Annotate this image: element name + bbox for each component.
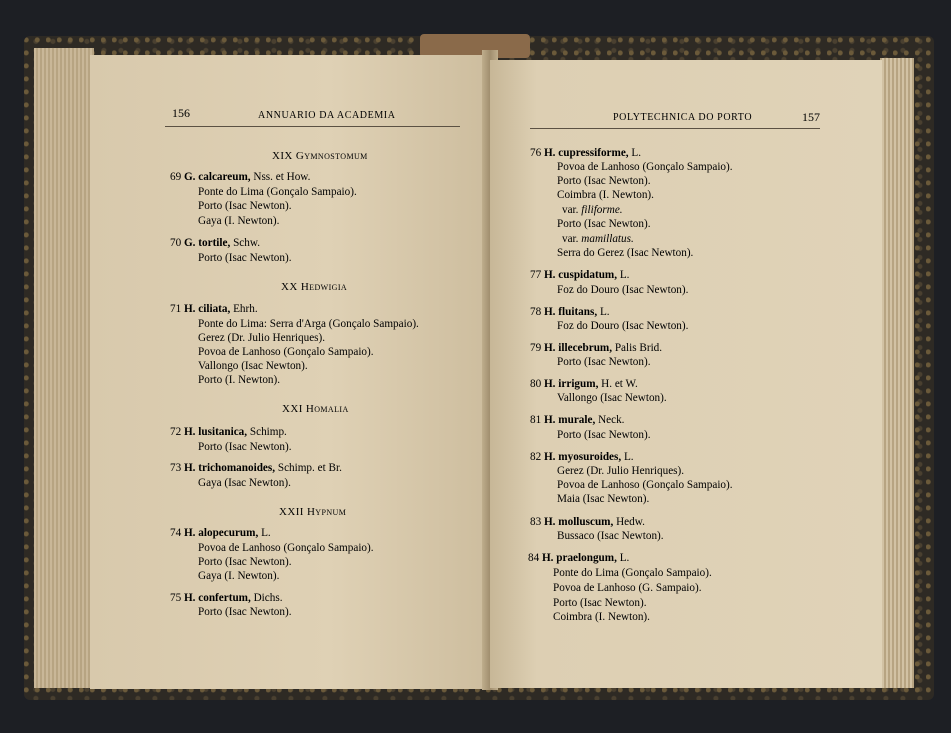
locality: Maia (Isac Newton). — [557, 493, 650, 505]
locality: Gaya (I. Newton). — [198, 215, 280, 227]
header-rule — [165, 126, 460, 127]
locality: Gerez (Dr. Julio Henriques). — [557, 465, 685, 477]
page-number: 157 — [802, 110, 820, 124]
locality: Porto (Isac Newton). — [198, 606, 292, 618]
entry-header: 76 H. cupressiforme, L. — [530, 147, 642, 159]
page-number: 156 — [172, 106, 190, 120]
locality: Povoa de Lanhoso (G. Sampaio). — [553, 582, 702, 594]
locality: Serra do Gerez (Isac Newton). — [557, 247, 694, 259]
entry-header: 73 H. trichomanoides, Schimp. et Br. — [170, 462, 342, 474]
locality: Porto (Isac Newton). — [553, 597, 647, 609]
locality: Povoa de Lanhoso (Gonçalo Sampaio). — [198, 542, 374, 554]
entry-header: 70 G. tortile, Schw. — [170, 237, 261, 249]
locality: Porto (I. Newton). — [198, 374, 281, 386]
entry-header: 69 G. calcareum, Nss. et How. — [170, 171, 311, 183]
locality: Porto (Isac Newton). — [198, 441, 292, 453]
page-edges-right — [880, 58, 914, 688]
section-heading: XIX Gymnostomum — [272, 150, 368, 162]
header-rule — [530, 128, 820, 129]
entry-header: 72 H. lusitanica, Schimp. — [170, 426, 287, 438]
entry-header: 81 H. murale, Neck. — [530, 414, 625, 426]
locality: Povoa de Lanhoso (Gonçalo Sampaio). — [557, 161, 733, 173]
locality: Porto (Isac Newton). — [198, 252, 292, 264]
locality: Povoa de Lanhoso (Gonçalo Sampaio). — [557, 479, 733, 491]
locality: Vallongo (Isac Newton). — [557, 392, 667, 404]
locality: Ponte do Lima (Gonçalo Sampaio). — [198, 186, 357, 198]
variety: var. filiforme. — [562, 204, 623, 216]
section-heading: XXI Homalia — [282, 403, 349, 415]
entry-header: 74 H. alopecurum, L. — [170, 527, 271, 539]
section-heading: XX Hedwigia — [281, 281, 348, 293]
entry-header: 79 H. illecebrum, Palis Brid. — [530, 342, 663, 354]
entry-header: 77 H. cuspidatum, L. — [530, 269, 630, 281]
locality: Porto (Isac Newton). — [557, 218, 651, 230]
entry-header: 82 H. myosuroides, L. — [530, 451, 634, 463]
locality: Porto (Isac Newton). — [557, 175, 651, 187]
locality: Foz do Douro (Isac Newton). — [557, 284, 689, 296]
locality: Porto (Isac Newton). — [198, 556, 292, 568]
locality: Povoa de Lanhoso (Gonçalo Sampaio). — [198, 346, 374, 358]
entry-header: 83 H. molluscum, Hedw. — [530, 516, 645, 528]
variety: var. mamillatus. — [562, 233, 634, 245]
locality: Gerez (Dr. Julio Henriques). — [198, 332, 326, 344]
entry-header: 71 H. ciliata, Ehrh. — [170, 303, 258, 315]
locality: Porto (Isac Newton). — [198, 200, 292, 212]
locality: Ponte do Lima: Serra d'Arga (Gonçalo Sampaio). — [198, 318, 419, 330]
locality: Vallongo (Isac Newton). — [198, 360, 308, 372]
locality: Coimbra (I. Newton). — [553, 611, 650, 623]
locality: Gaya (Isac Newton). — [198, 477, 291, 489]
entry-header: 80 H. irrigum, H. et W. — [530, 378, 638, 390]
running-header: POLYTECHNICA DO PORTO — [613, 112, 753, 123]
running-header: ANNUARIO DA ACADEMIA — [258, 110, 396, 121]
locality: Gaya (I. Newton). — [198, 570, 280, 582]
locality: Ponte do Lima (Gonçalo Sampaio). — [553, 567, 712, 579]
locality: Coimbra (I. Newton). — [557, 189, 654, 201]
locality: Bussaco (Isac Newton). — [557, 530, 664, 542]
entry-header: 75 H. confertum, Dichs. — [170, 592, 283, 604]
page-edges-left — [34, 48, 94, 688]
locality: Foz do Douro (Isac Newton). — [557, 320, 689, 332]
entry-header: 78 H. fluitans, L. — [530, 306, 610, 318]
entry-header: 84 H. praelongum, L. — [528, 552, 630, 564]
section-heading: XXII Hypnum — [279, 506, 347, 518]
locality: Porto (Isac Newton). — [557, 356, 651, 368]
locality: Porto (Isac Newton). — [557, 429, 651, 441]
